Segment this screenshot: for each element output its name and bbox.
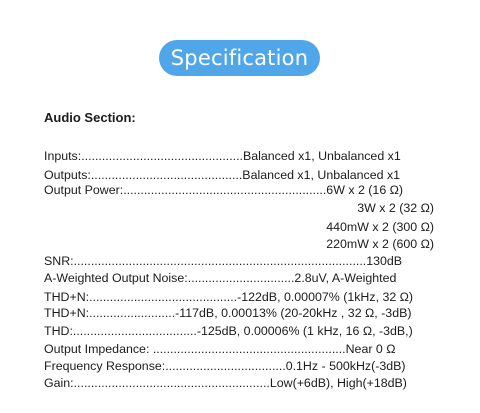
spec-output-power: Output Power:...........................................................6W x 2 (16 Ω) bbox=[44, 183, 404, 197]
spec-thdn-20-20khz: THD+N:.........................-117dB, 0.00013% (20-20kHz , 32 Ω, -3dB) bbox=[44, 306, 412, 320]
spec-frequency-response: Frequency Response:...................................0.1Hz - 500kHz(-3dB) bbox=[44, 359, 406, 373]
spec-output-power-300ohm: 440mW x 2 (300 Ω) bbox=[326, 220, 434, 234]
audio-section-heading: Audio Section: bbox=[44, 110, 136, 125]
spec-outputs: Outputs:............................................Balanced x1, Unbalanced x1 bbox=[44, 168, 401, 182]
spec-thdn-1khz: THD+N:...........................................-122dB, 0.00007% (1kHz, 32 Ω) bbox=[44, 290, 414, 304]
spec-output-power-32ohm: 3W x 2 (32 Ω) bbox=[357, 201, 434, 215]
spec-inputs: Inputs:...............................................Balanced x1, Unbalanced x1 bbox=[44, 149, 401, 163]
specification-title-badge: Specification bbox=[159, 40, 320, 76]
spec-gain: Gain:.........................................................Low(+6dB), High(+18dB) bbox=[44, 376, 407, 390]
spec-output-power-600ohm: 220mW x 2 (600 Ω) bbox=[326, 237, 434, 251]
spec-a-weighted-noise: A-Weighted Output Noise:...............................2.8uV, A-Weighted bbox=[44, 271, 397, 285]
spec-snr: SNR:.....................................................................................130dB bbox=[44, 254, 403, 268]
spec-output-impedance: Output Impedance: ........................................................Near 0 Ω bbox=[44, 342, 396, 356]
spec-thd: THD:....................................-125dB, 0.00006% (1 kHz, 16 Ω, -3dB,) bbox=[44, 324, 413, 338]
